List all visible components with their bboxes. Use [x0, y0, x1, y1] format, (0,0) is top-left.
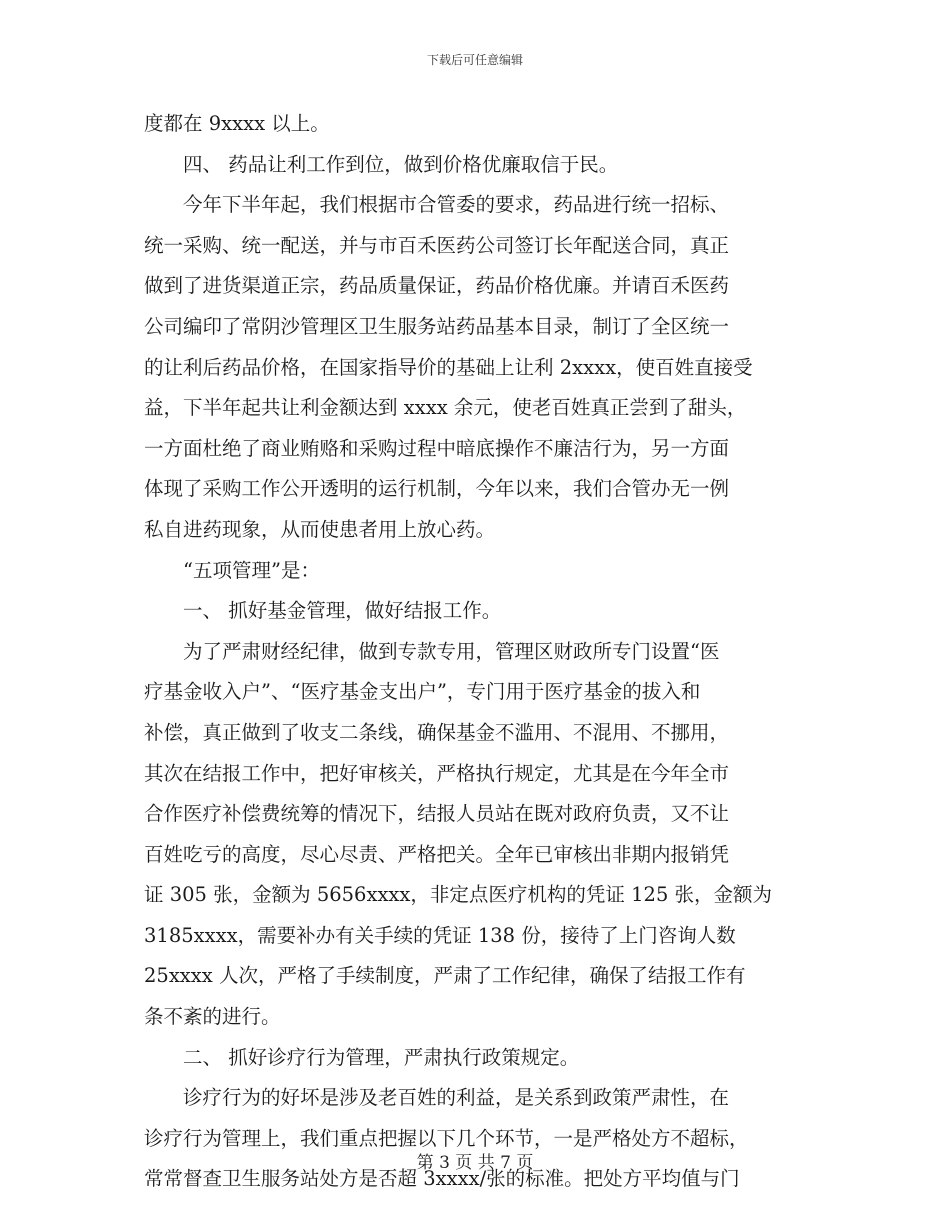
text-line: 的让利后药品价格，在国家指导价的基础上让利 2xxxx，使百姓直接受 — [144, 355, 753, 379]
text-line: 公司编印了常阴沙管理区卫生服务站药品基本目录，制订了全区统一 — [144, 314, 730, 338]
text-line: 诊疗行为管理上，我们重点把握以下几个环节，一是严格处方不超标， — [144, 1126, 749, 1150]
text-line: 一、 抓好基金管理，做好结报工作。 — [144, 599, 502, 623]
text-line: 3185xxxx，需要补办有关手续的凭证 138 份，接待了上门咨询人数 — [144, 923, 736, 947]
text-line: 25xxxx 人次，严格了手续制度，严肃了工作纪律，确保了结报工作有 — [144, 964, 746, 988]
text-line: 条不紊的进行。 — [144, 1005, 281, 1029]
text-line: 四、 药品让利工作到位，做到价格优廉取信于民。 — [144, 152, 619, 176]
text-line: 百姓吃亏的高度，尽心尽责、严格把关。全年已审核出非期内报销凭 — [144, 842, 730, 866]
document-body — [144, 104, 812, 1200]
text-line: 证 305 张，金额为 5656xxxx，非定点医疗机构的凭证 125 张，金额为 — [144, 883, 773, 907]
text-line: 度都在 9xxxx 以上。 — [144, 112, 330, 135]
text-line: 补偿，真正做到了收支二条线，确保基金不滥用、不混用、不挪用， — [144, 720, 730, 744]
text-line: 疗基金收入户”、“医疗基金支出户”，专门用于医疗基金的拔入和 — [144, 680, 701, 704]
text-line: 统一采购、统一配送，并与市百禾医药公司签订长年配送合同，真正 — [144, 233, 730, 257]
text-line: 做到了进货渠道正宗，药品质量保证，药品价格优廉。并请百禾医药 — [144, 274, 730, 298]
text-line: 今年下半年起，我们根据市合管委的要求，药品进行统一招标、 — [144, 193, 730, 217]
text-line: “五项管理”是： — [144, 558, 320, 582]
text-line: 二、 抓好诊疗行为管理，严肃执行政策规定。 — [144, 1045, 580, 1069]
page-number-footer: 第 3 页 共 7 页 — [416, 1153, 534, 1173]
text-line: 私自进药现象，从而使患者用上放心药。 — [144, 517, 496, 541]
page-header: 下载后可任意编辑 — [426, 53, 523, 67]
text-line: 其次在结报工作中，把好审核关，严格执行规定，尤其是在今年全市 — [144, 761, 730, 785]
text-line: 为了严肃财经纪律，做到专款专用，管理区财政所专门设置“医 — [144, 639, 720, 663]
text-line: 诊疗行为的好坏是涉及老百姓的利益，是关系到政策严肃性，在 — [144, 1086, 730, 1110]
text-line: 常常督查卫生服务站处方是否超 3xxxx/张的标准。把处方平均值与门 — [144, 1167, 740, 1191]
text-line: 益，下半年起共让利金额达到 xxxx 余元，使老百姓真正尝到了甜头， — [144, 396, 747, 420]
text-line: 体现了采购工作公开透明的运行机制，今年以来，我们合管办无一例 — [144, 477, 730, 501]
text-line: 一方面杜绝了商业贿赂和采购过程中暗底操作不廉洁行为，另一方面 — [144, 436, 730, 460]
text-line: 合作医疗补偿费统筹的情况下，结报人员站在既对政府负责，又不让 — [144, 802, 730, 826]
